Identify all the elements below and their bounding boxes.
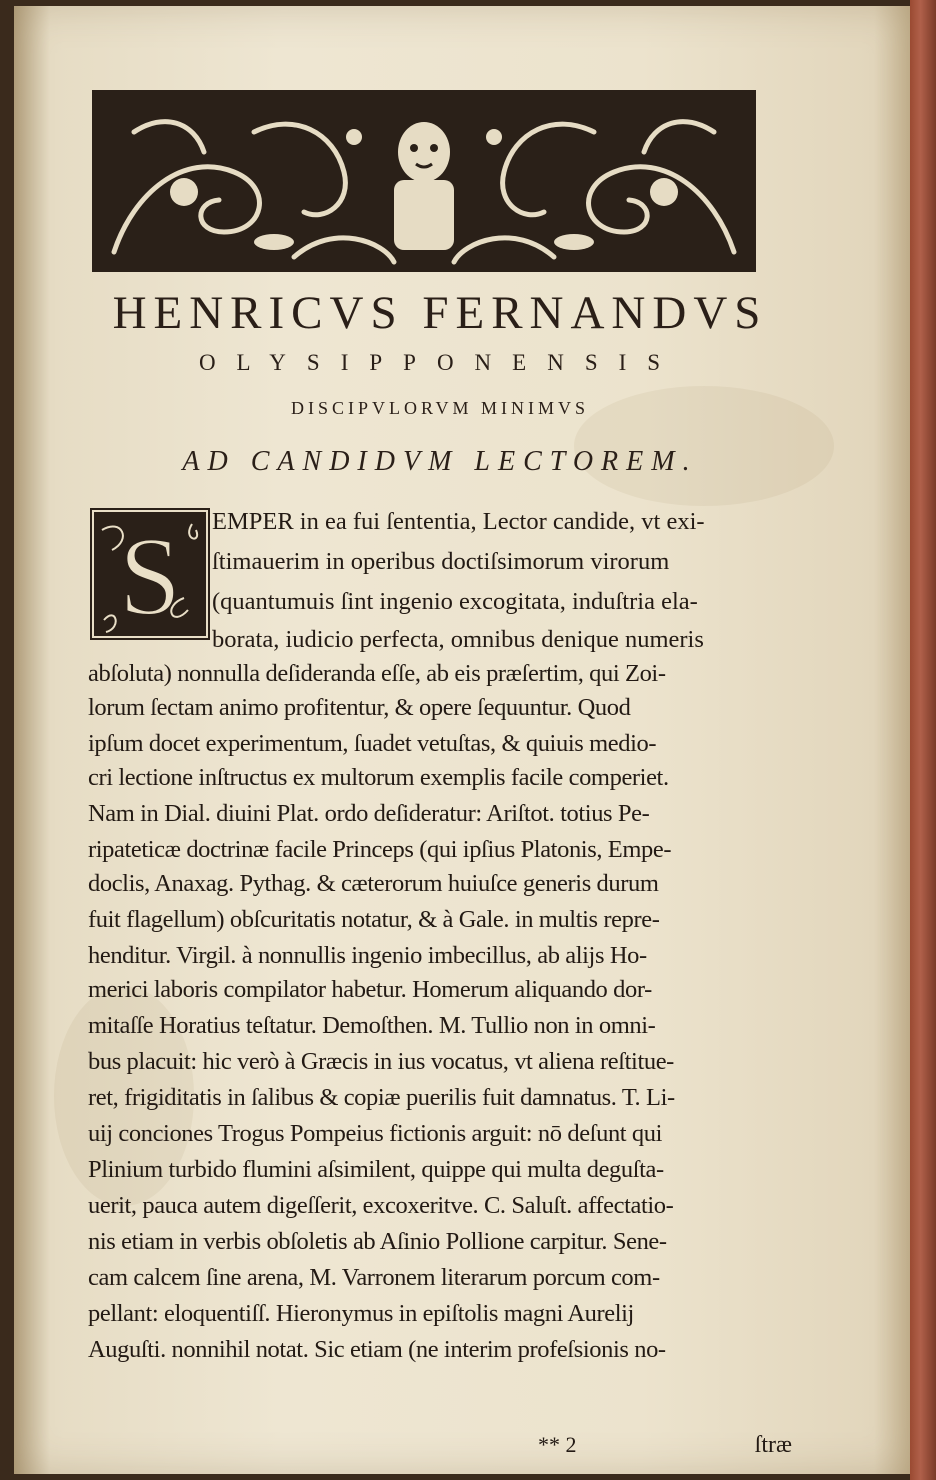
text-line: ipſum docet experimentum, ſuadet vetuſtas, & quiuis medio- <box>88 730 657 757</box>
title-address: AD CANDIDVM LECTOREM. <box>182 446 698 477</box>
title-humility: DISCIPVLORVM MINIMVS <box>290 398 590 418</box>
title-author-name: HENRICVS FERNANDVS <box>112 287 768 339</box>
svg-text:S: S <box>118 515 182 638</box>
text-line: bus placuit: hic verò à Græcis in ius vocatus, vt aliena reſtitue- <box>88 1048 674 1075</box>
text-line: nis etiam in verbis obſoletis ab Aſinio Pollione carpitur. Sene- <box>88 1228 667 1255</box>
text-line: cri lectione inſtructus ex multorum exemplis facile comperiet. <box>88 764 669 791</box>
text-line: abſoluta) nonnulla deſideranda eſſe, ab eis præſertim, qui Zoi- <box>88 660 666 687</box>
text-line: lorum ſectam animo profitentur, & opere ſequuntur. Quod <box>88 694 631 721</box>
fore-edge <box>910 0 936 1480</box>
title-origin: OLYSIPPONENSIS <box>198 350 682 375</box>
text-line: pellant: eloquentiſſ. Hieronymus in epiſtolis magni Aurelij <box>88 1300 634 1327</box>
text-line: merici laboris compilator habetur. Homerum aliquando dor- <box>88 976 652 1003</box>
decorated-initial <box>90 508 210 640</box>
text-line: Auguſti. nonnihil notat. Sic etiam (ne interim profeſsionis no- <box>88 1336 666 1363</box>
text-line: borata, iudicio perfecta, omnibus denique numeris <box>212 626 704 653</box>
catchword: ſtræ <box>754 1432 792 1458</box>
text-line: cam calcem ſine arena, M. Varronem literarum porcum com- <box>88 1264 660 1291</box>
text-line: fuit flagellum) obſcuritatis notatur, & à Gale. in multis repre- <box>88 906 660 933</box>
text-line: henditur. Virgil. à nonnullis ingenio imbecillus, ab alijs Ho- <box>88 942 647 969</box>
page-footer <box>88 1432 792 1462</box>
text-line: ret, frigiditatis in ſalibus & copiæ puerilis fuit damnatus. T. Li- <box>88 1084 675 1111</box>
text-line: Nam in Dial. diuini Plat. ordo deſideratur: Ariſtot. totius Pe- <box>88 800 650 827</box>
text-line: EMPER in ea fui ſententia, Lector candide, vt exi- <box>212 508 705 535</box>
text-line: doclis, Anaxag. Pythag. & cæterorum huiuſce generis durum <box>88 870 659 897</box>
text-line: Plinium turbido flumini aſsimilent, quippe qui multa deguſta- <box>88 1156 664 1183</box>
ornamental-headpiece <box>92 90 756 272</box>
text-line: (quantumuis ſint ingenio excogitata, induſtria ela- <box>212 588 698 615</box>
text-line: ſtimauerim in operibus doctiſsimorum virorum <box>212 548 670 575</box>
text-line: ripateticæ doctrinæ facile Princeps (qui ipſius Platonis, Empe- <box>88 836 672 863</box>
ornamental-woodcut-headpiece-icon <box>94 92 754 270</box>
text-line: uerit, pauca autem digeſſerit, excoxeritve. C. Saluſt. affectatio- <box>88 1192 674 1219</box>
text-line: uij conciones Trogus Pompeius fictionis arguit: nō deſunt qui <box>88 1120 663 1147</box>
signature-mark: ** 2 <box>538 1432 577 1457</box>
decorated-initial-s-icon <box>92 510 208 638</box>
text-line: mitaſſe Horatius teſtatur. Demoſthen. M. Tullio non in omni- <box>88 1012 656 1039</box>
